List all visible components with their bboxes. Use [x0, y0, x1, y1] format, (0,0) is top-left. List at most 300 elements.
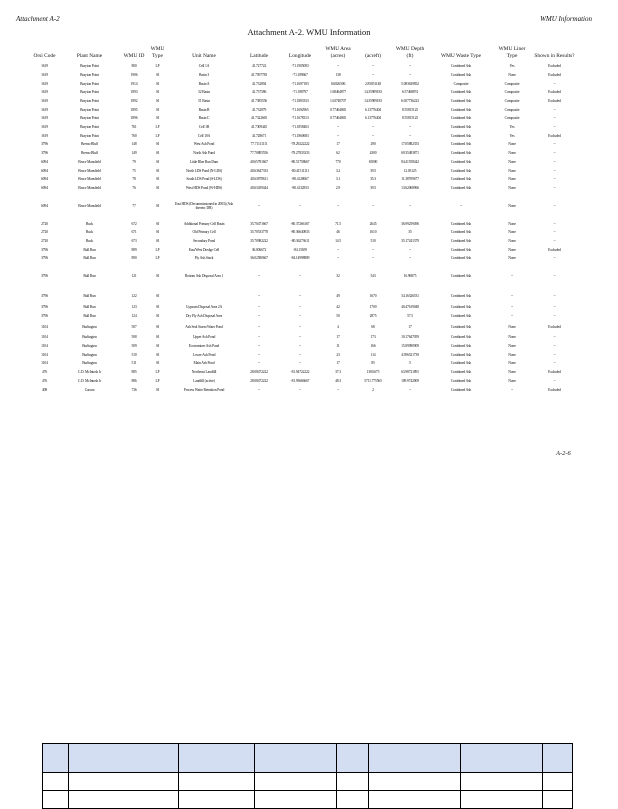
table-cell: 476	[41, 378, 48, 383]
table-row	[32, 263, 578, 290]
table-cell: Combined Ash	[450, 313, 472, 318]
table-cell: --	[298, 352, 302, 357]
table-row	[32, 290, 578, 303]
table-cell: 2.85051148	[365, 81, 381, 86]
table-row	[32, 237, 578, 246]
table-cell: 77	[132, 203, 136, 208]
wmu-table	[32, 46, 578, 394]
table-cell: 114	[370, 352, 376, 357]
table-cell: --	[553, 203, 556, 208]
table-cell: Excluded	[548, 247, 561, 252]
table-cell: None	[508, 335, 516, 340]
table-cell: East HDS (Decommissioned in 2003) (Ash therein: DR)	[174, 201, 234, 210]
table-cell: 166	[370, 344, 376, 349]
table-cell: 476	[41, 370, 48, 375]
table-cell: --	[553, 335, 556, 340]
table-cell: None	[508, 72, 516, 77]
table-cell: 800	[131, 64, 137, 69]
table-row	[32, 246, 578, 255]
table-cell: --	[257, 387, 261, 392]
table-cell: SI	[156, 168, 159, 173]
blank-table-header-row	[43, 744, 573, 773]
table-cell: 6.657736223	[401, 99, 419, 104]
table-cell: 890	[131, 256, 137, 261]
table-cell: 23	[336, 352, 340, 357]
table-cell: --	[298, 203, 302, 208]
table-cell: 28.08472222	[250, 370, 268, 375]
table-cell: Combined Ash	[450, 64, 472, 69]
table-cell: 6.13776404	[364, 107, 382, 112]
table-cell: 41.7597783	[250, 72, 268, 77]
table-cell: 36.02580667	[250, 256, 268, 261]
table-cell: 48.3	[335, 378, 341, 383]
table-cell: 76	[132, 185, 136, 190]
table-cell: 35.70533778	[250, 230, 268, 235]
table-cell: 6.13776404	[364, 116, 382, 121]
table-cell: None	[508, 256, 516, 261]
table-cell: Excluded	[548, 64, 561, 69]
table-cell: --	[459, 203, 463, 208]
table-cell: --	[553, 313, 556, 318]
table-cell: 46	[336, 230, 340, 235]
table-cell: Combined Ash	[450, 294, 472, 299]
table-cell: 6094	[41, 203, 48, 208]
table-cell: 1619	[41, 99, 48, 104]
table-row	[32, 114, 578, 123]
table-cell: 40.63647333	[250, 168, 268, 173]
table-cell: 889	[131, 247, 137, 252]
table-cell: SI	[156, 221, 159, 226]
table-cell: --	[553, 159, 556, 164]
blank-cell	[69, 773, 179, 791]
column-header: WMU Depth (ft)	[395, 46, 425, 59]
table-cell: Combined Ash	[450, 107, 472, 112]
table-cell: Burlington	[82, 324, 97, 329]
table-cell: --	[553, 221, 556, 226]
table-cell: 1619	[41, 133, 48, 138]
table-cell: Combined Ash	[450, 125, 472, 130]
table-row	[32, 140, 578, 149]
table-cell: 123	[131, 305, 137, 310]
table-cell: Secondary Pond	[193, 238, 215, 243]
table-cell: Economizer Ash Pond	[188, 344, 220, 349]
table-cell: Burlington	[82, 361, 97, 366]
table-cell: --	[298, 387, 302, 392]
table-row	[32, 254, 578, 263]
table-cell: Bull Run	[83, 294, 96, 299]
table-cell: Brayton Point	[80, 81, 99, 86]
table-cell: Gypsum Disposal Area 2A	[185, 305, 223, 310]
table-cell: Cell 10A	[197, 133, 211, 138]
table-cell: -71.189667	[292, 72, 308, 77]
table-cell: Combined Ash	[450, 99, 472, 104]
table-cell: SI	[156, 361, 159, 366]
table-cell: --	[371, 256, 375, 261]
blank-cell	[337, 773, 369, 791]
table-cell: Lower Ash Pond	[192, 352, 216, 357]
table-cell: -71.1860683	[291, 133, 309, 138]
table-cell: 17.05882353	[401, 142, 419, 147]
table-cell: SI	[156, 324, 159, 329]
column-header: WMU Type	[150, 46, 165, 59]
table-cell: Bottom Ash Disposal Area 1	[184, 274, 224, 279]
table-cell: 71.5	[335, 221, 341, 226]
table-cell: 57.5	[407, 313, 413, 318]
table-cell: -80.36273611	[290, 238, 310, 243]
table-cell: LF	[155, 378, 160, 383]
table-cell: LF	[155, 64, 160, 69]
table-cell: 52 Basin	[198, 90, 210, 95]
table-cell: 886	[131, 378, 137, 383]
table-cell: Bull Run	[83, 305, 96, 310]
table-cell: Excluded	[548, 370, 561, 375]
table-cell: Combined Ash	[450, 159, 472, 164]
table-cell: --	[408, 203, 412, 208]
table-cell: 69.35483871	[401, 151, 419, 156]
table-cell: 14.5	[335, 238, 341, 243]
table-cell: Bruce Mansfield	[78, 203, 101, 208]
table-cell: Dry Fly Ash Disposal Area	[185, 313, 223, 318]
table-cell: None	[508, 378, 516, 383]
table-cell: -84.15659	[293, 247, 307, 252]
table-row	[32, 97, 578, 106]
blank-header-cell	[69, 744, 179, 773]
table-cell: --	[553, 238, 556, 243]
column-header: Shown in Results?	[534, 52, 575, 59]
table-cell: 5	[409, 361, 411, 366]
table-cell: West HDS Pond (W-HDS)	[185, 185, 223, 190]
table-cell: 40.63459444	[250, 185, 268, 190]
table-cell: Bremo Bluff	[80, 142, 99, 147]
table-row	[32, 175, 578, 184]
table-cell: 77.71111111	[250, 142, 268, 147]
table-cell: None	[508, 361, 516, 366]
table-cell: Additional Primary Cell Basin	[183, 221, 225, 226]
table-cell: 138	[335, 72, 341, 77]
table-cell: --	[257, 274, 261, 279]
table-cell: None	[508, 247, 516, 252]
table-cell: Buck	[85, 238, 94, 243]
table-cell: --	[553, 256, 556, 261]
table-cell: 41.727722	[251, 64, 267, 69]
blank-header-cell	[369, 744, 461, 773]
table-cell: Combined Ash	[450, 256, 472, 261]
table-cell: 41.732879	[251, 107, 267, 112]
table-cell: Little Blue Run Dam	[189, 159, 219, 164]
table-cell: --	[371, 64, 375, 69]
table-cell: SI	[156, 81, 159, 86]
table-cell: Bull Run	[83, 247, 96, 252]
column-header: WMU Liner Type	[498, 46, 526, 59]
column-header: WMU Area (acres)	[325, 46, 351, 59]
table-cell: Basin B	[198, 107, 210, 112]
table-row	[32, 166, 578, 175]
table-cell: 8.55815125	[401, 107, 419, 112]
table-cell: 770	[335, 159, 341, 164]
table-row	[32, 220, 578, 229]
blank-table-row	[43, 773, 573, 791]
table-cell: 41.7322665	[250, 116, 268, 121]
table-cell: -71.1883333	[291, 99, 309, 104]
table-cell: 0.6026506	[330, 81, 346, 86]
table-cell: Combined Ash	[450, 361, 472, 366]
table-cell: 49	[336, 294, 340, 299]
table-cell: 1.68464877	[329, 90, 347, 95]
table-cell: --	[371, 125, 375, 130]
table-cell: Bull Run	[83, 274, 96, 279]
table-cell: 35	[408, 230, 412, 235]
table-cell: 12.03125	[403, 168, 417, 173]
table-cell: 41.7309445	[250, 125, 268, 130]
table-cell: 3796	[41, 247, 48, 252]
table-cell: Bruce Mansfield	[78, 159, 101, 164]
blank-form-table	[42, 743, 573, 809]
blank-cell	[369, 773, 461, 791]
table-cell: 1892	[130, 99, 138, 104]
table-cell	[169, 290, 239, 303]
table-cell: 35.17241379	[401, 238, 419, 243]
table-cell: 62	[336, 151, 340, 156]
blank-header-cell	[179, 744, 255, 773]
table-cell: None	[508, 352, 516, 357]
table-cell: 40.63878611	[250, 177, 268, 182]
table-cell: --	[371, 247, 375, 252]
table-cell: East/West Dredge Cell	[188, 247, 220, 252]
table-cell: 39.5	[370, 185, 376, 190]
table-cell: North LDS Pond (N-LDS)	[186, 168, 222, 173]
table-cell: --	[298, 274, 302, 279]
blank-cell	[179, 773, 255, 791]
table-cell: 2720	[41, 230, 48, 235]
table-row	[32, 303, 578, 312]
table-cell: 65000	[368, 159, 378, 164]
table-cell: -71.1697183	[291, 81, 309, 86]
table-cell: Brayton Point	[80, 116, 99, 121]
table-cell: Yes	[509, 125, 515, 130]
table-cell: -81.94722222	[290, 370, 310, 375]
table-cell: 32	[336, 274, 340, 279]
table-cell: SI	[156, 142, 159, 147]
table-cell: 3.1	[335, 177, 341, 182]
table-cell: SI	[156, 344, 159, 349]
table-cell: 1906	[130, 72, 138, 77]
table-cell: Brayton Point	[80, 107, 99, 112]
table-cell: --	[553, 274, 556, 279]
table-cell: 4.956521739	[401, 352, 419, 357]
table-cell: -78.29222222	[290, 142, 310, 147]
table-cell: Buck	[85, 221, 94, 226]
header-row	[32, 46, 578, 62]
table-cell: Combined Ash	[450, 335, 472, 340]
table-cell: SI	[156, 387, 159, 392]
table-cell: 1619	[41, 81, 48, 86]
table-cell: SI	[156, 177, 159, 182]
table-cell: --	[553, 294, 556, 299]
table-cell: SI	[156, 230, 159, 235]
table-row	[32, 385, 578, 394]
table-row	[32, 333, 578, 342]
table-cell: Combined Ash	[450, 72, 472, 77]
table-row	[32, 158, 578, 167]
table-cell: Bruce Mansfield	[78, 168, 101, 173]
table-cell: SI	[156, 335, 159, 340]
table-cell: --	[336, 64, 340, 69]
table-cell: 17	[408, 324, 412, 329]
table-cell: Combined Ash	[450, 133, 472, 138]
table-cell: --	[553, 107, 556, 112]
page-title: Attachment A-2. WMU Information	[247, 27, 371, 37]
table-cell: 63.98721891	[401, 370, 419, 375]
table-cell: --	[553, 361, 556, 366]
table-cell: --	[553, 378, 556, 383]
table-cell: 50	[336, 313, 340, 318]
table-cell: Brayton Point	[80, 72, 99, 77]
table-cell: Yes	[509, 133, 515, 138]
table-cell: Basin C	[198, 116, 210, 121]
table-cell: --	[336, 256, 340, 261]
column-header: Unit Name	[192, 52, 216, 59]
table-cell: LF	[155, 256, 160, 261]
table-cell: Combined Ash	[450, 378, 472, 383]
table-cell: --	[553, 185, 556, 190]
table-cell: 408	[41, 387, 48, 392]
table-cell: -80.4132833	[291, 185, 309, 190]
table-cell: 35.3	[370, 177, 376, 182]
table-cell: 14.35909183	[364, 99, 382, 104]
table-cell: 673	[131, 238, 137, 243]
table-cell: 3796	[41, 294, 48, 299]
table-cell: 8.55815125	[401, 116, 419, 121]
table-cell: Combined Ash	[450, 151, 472, 156]
table-cell: -80.36640833	[290, 230, 310, 235]
table-cell: 2645	[369, 221, 377, 226]
table-cell: 17	[336, 142, 340, 147]
table-cell: Yes	[509, 64, 515, 69]
table-cell: Excluded	[548, 387, 561, 392]
table-cell: 1619	[41, 90, 48, 95]
blank-cell	[461, 773, 543, 791]
table-cell: Combined Ash	[450, 344, 472, 349]
column-header: (acreft)	[365, 52, 381, 59]
blank-cell	[543, 773, 573, 791]
table-row	[32, 312, 578, 321]
table-cell: SI	[156, 151, 159, 156]
table-cell: Combined Ash	[450, 247, 472, 252]
table-cell: Upper Ash Pond	[192, 335, 216, 340]
table-cell: 1.63740707	[329, 99, 347, 104]
table-cell: Main Ash Pond	[193, 361, 215, 366]
table-cell: 3796	[41, 313, 48, 318]
table-cell: --	[371, 133, 375, 138]
table-cell: 1104	[41, 335, 48, 340]
table-cell: --	[408, 64, 412, 69]
table-cell: 1619	[41, 116, 48, 121]
table-cell: 511	[131, 361, 137, 366]
table-cell: 16.96875	[403, 274, 417, 279]
table-cell: Bruce Mansfield	[78, 185, 101, 190]
table-cell: 14.35909183	[364, 90, 382, 95]
column-header: Latitude	[250, 52, 268, 59]
table-cell: -80.51758667	[290, 159, 310, 164]
table-cell: LF	[155, 247, 160, 252]
table-cell: 3796	[41, 151, 48, 156]
table-cell: 6094	[41, 168, 48, 173]
table-cell: --	[408, 387, 412, 392]
table-row	[32, 71, 578, 80]
blank-header-cell	[543, 744, 573, 773]
table-cell: --	[336, 247, 340, 252]
table-cell: None	[508, 168, 516, 173]
table-cell: --	[510, 305, 514, 310]
table-cell: --	[553, 142, 556, 147]
table-cell: --	[510, 294, 514, 299]
table-cell: 149	[131, 151, 137, 156]
table-cell: --	[298, 313, 302, 318]
table-cell: 1896	[130, 116, 138, 121]
table-cell: 4300	[369, 151, 377, 156]
table-cell: None	[508, 203, 516, 208]
header-attachment-label: Attachment A-2	[16, 15, 60, 23]
table-cell: 40.47619048	[401, 305, 419, 310]
table-cell: 109.9742009	[401, 378, 419, 383]
table-row	[32, 80, 578, 89]
table-cell: 1619	[41, 72, 48, 77]
table-cell: --	[408, 247, 412, 252]
table-row	[32, 377, 578, 386]
table-cell: Composite	[504, 90, 520, 95]
page-number: A-2-6	[556, 450, 571, 457]
table-cell: -78.27833333	[290, 151, 310, 156]
table-cell: -80.37266167	[290, 221, 310, 226]
table-cell: 885	[131, 370, 137, 375]
table-cell: --	[257, 361, 261, 366]
table-cell: Basin A	[198, 81, 210, 86]
table-cell: Bruce Mansfield	[78, 177, 101, 182]
table-cell: -71.1858463	[291, 125, 309, 130]
table-cell: --	[298, 305, 302, 310]
table-cell: --	[408, 72, 412, 77]
table-cell: Combined Ash	[450, 116, 472, 121]
table-cell: --	[553, 168, 556, 173]
table-cell: Cell 1B	[198, 125, 210, 130]
table-cell: --	[553, 177, 556, 182]
table-cell: SI	[156, 203, 159, 208]
table-cell: South LDS Pond (S-LDS)	[186, 177, 222, 182]
table-cell: Combined Ash	[450, 324, 472, 329]
table-cell: --	[336, 133, 340, 138]
table-cell: 5711.775565	[364, 378, 382, 383]
table-cell: 1104	[41, 344, 48, 349]
table-cell: --	[510, 387, 514, 392]
table-cell: --	[257, 313, 261, 318]
table-cell: --	[510, 274, 514, 279]
table-cell: Buck	[85, 230, 94, 235]
table-cell: SI	[156, 107, 159, 112]
table-cell: 68	[371, 324, 375, 329]
table-cell: None	[508, 324, 516, 329]
table-cell: SI	[156, 90, 159, 95]
table-cell: 13.62068966	[401, 185, 419, 190]
table-cell: LF	[155, 133, 160, 138]
table-cell: West Ash Pond	[193, 142, 215, 147]
table-cell: 85	[371, 361, 375, 366]
table-cell: SI	[156, 305, 159, 310]
table-cell: 84.41558442	[401, 159, 419, 164]
table-cell: 1104	[41, 352, 48, 357]
table-cell: 42	[336, 305, 340, 310]
table-cell: Combined Ash	[450, 238, 472, 243]
table-cell: -80.41511111	[290, 168, 310, 173]
